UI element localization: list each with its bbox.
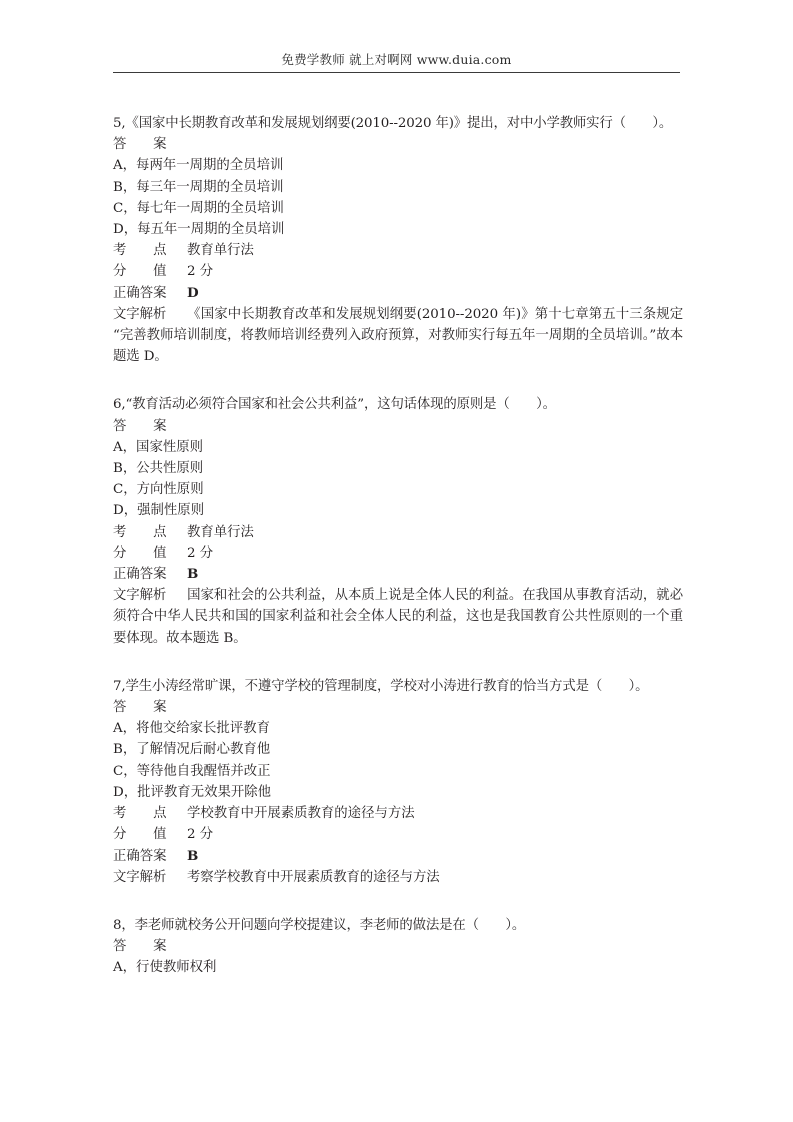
answer-heading: 答 案 <box>113 700 167 716</box>
option-d: D，批评教育无效果开除他 <box>113 784 272 800</box>
question-stem: 8，李老师就校务公开问题向学校提建议，李老师的做法是在（ ）。 <box>113 917 526 933</box>
meta-correct-answer-label: 正确答案 <box>113 285 167 301</box>
explanation-text: 《国家中长期教育改革和发展规划纲要(2010--2020 年)》第十七章第五十三条规定“完善教师培训制度，将教师培训经费列入政府预算，对教师实行每五年一周期的全员培训。”故本题选 D。 <box>113 306 683 365</box>
meta-correct-answer-label: 正确答案 <box>113 848 167 864</box>
explanation-label: 文字解析 <box>113 306 167 322</box>
meta-fenzhi-row <box>113 261 683 282</box>
answer-heading: 答 案 <box>113 939 167 955</box>
page-header <box>113 52 680 73</box>
question-block <box>113 676 683 888</box>
meta-kaodian-row <box>113 240 683 261</box>
meta-fenzhi-row <box>113 824 683 845</box>
question-block <box>113 915 683 979</box>
meta-fenzhi-value: 2 分 <box>187 545 214 561</box>
option-a: A，将他交给家长批评教育 <box>113 721 270 737</box>
meta-fenzhi-value: 2 分 <box>187 827 214 843</box>
answer-heading: 答 案 <box>113 137 167 153</box>
explanation-row <box>113 585 683 649</box>
explanation-label: 文字解析 <box>113 588 167 604</box>
option-d: D，每五年一周期的全员培训 <box>113 222 285 238</box>
meta-kaodian-row <box>113 803 683 824</box>
question-stem: 6,“教育活动必须符合国家和社会公共利益”，这句话体现的原则是（ ）。 <box>113 397 556 413</box>
meta-fenzhi-label: 分 值 <box>113 545 167 561</box>
meta-kaodian-row <box>113 522 683 543</box>
question-stem: 5,《国家中长期教育改革和发展规划纲要(2010--2020 年)》提出，对中小学教师实行（ ）。 <box>113 116 673 131</box>
question-block <box>113 394 683 648</box>
meta-fenzhi-value: 2 分 <box>187 264 214 280</box>
meta-fenzhi-label: 分 值 <box>113 827 167 843</box>
option-c: C，方向性原则 <box>113 482 204 498</box>
explanation-label: 文字解析 <box>113 869 167 885</box>
header-branding-text: 免费学教师 就上对啊网 www.duia.com <box>281 52 512 67</box>
meta-correct-answer-value: D <box>187 284 199 301</box>
explanation-row <box>113 867 683 888</box>
option-d: D，强制性原则 <box>113 503 205 519</box>
meta-correct-answer-row <box>113 283 683 304</box>
meta-kaodian-label: 考 点 <box>113 243 167 259</box>
meta-kaodian-label: 考 点 <box>113 524 167 540</box>
option-c: C，等待他自我醒悟并改正 <box>113 763 271 779</box>
question-block <box>113 113 683 367</box>
explanation-text: 考察学校教育中开展素质教育的途径与方法 <box>187 869 440 885</box>
option-a: A，国家性原则 <box>113 439 204 455</box>
question-stem: 7,学生小涛经常旷课，不遵守学校的管理制度，学校对小涛进行教育的恰当方式是（ ）。 <box>113 678 649 694</box>
meta-correct-answer-row <box>113 564 683 585</box>
option-b: B，了解情况后耐心教育他 <box>113 742 271 758</box>
meta-fenzhi-label: 分 值 <box>113 264 167 280</box>
meta-fenzhi-row <box>113 543 683 564</box>
option-b: B，公共性原则 <box>113 461 204 477</box>
meta-kaodian-value: 学校教育中开展素质教育的途径与方法 <box>187 806 415 822</box>
answer-heading: 答 案 <box>113 418 167 434</box>
explanation-row <box>113 304 683 368</box>
header-divider-rule <box>113 72 680 73</box>
meta-kaodian-label: 考 点 <box>113 806 167 822</box>
explanation-text: 国家和社会的公共利益，从本质上说是全体人民的利益。在我国从事教育活动，就必须符合中华人民共和国的国家利益和社会全体人民的利益，这也是我国教育公共性原则的一个重要体现。故本题选 B。 <box>113 588 683 646</box>
meta-correct-answer-value: B <box>187 847 199 864</box>
option-a: A，每两年一周期的全员培训 <box>113 158 284 174</box>
option-a: A，行使教师权利 <box>113 960 217 976</box>
option-c: C，每七年一周期的全员培训 <box>113 200 284 216</box>
option-b: B，每三年一周期的全员培训 <box>113 179 284 195</box>
meta-kaodian-value: 教育单行法 <box>187 243 254 259</box>
meta-kaodian-value: 教育单行法 <box>187 524 254 540</box>
meta-correct-answer-value: B <box>187 566 199 583</box>
question-list <box>113 113 683 1006</box>
meta-correct-answer-row <box>113 846 683 867</box>
meta-correct-answer-label: 正确答案 <box>113 567 167 583</box>
